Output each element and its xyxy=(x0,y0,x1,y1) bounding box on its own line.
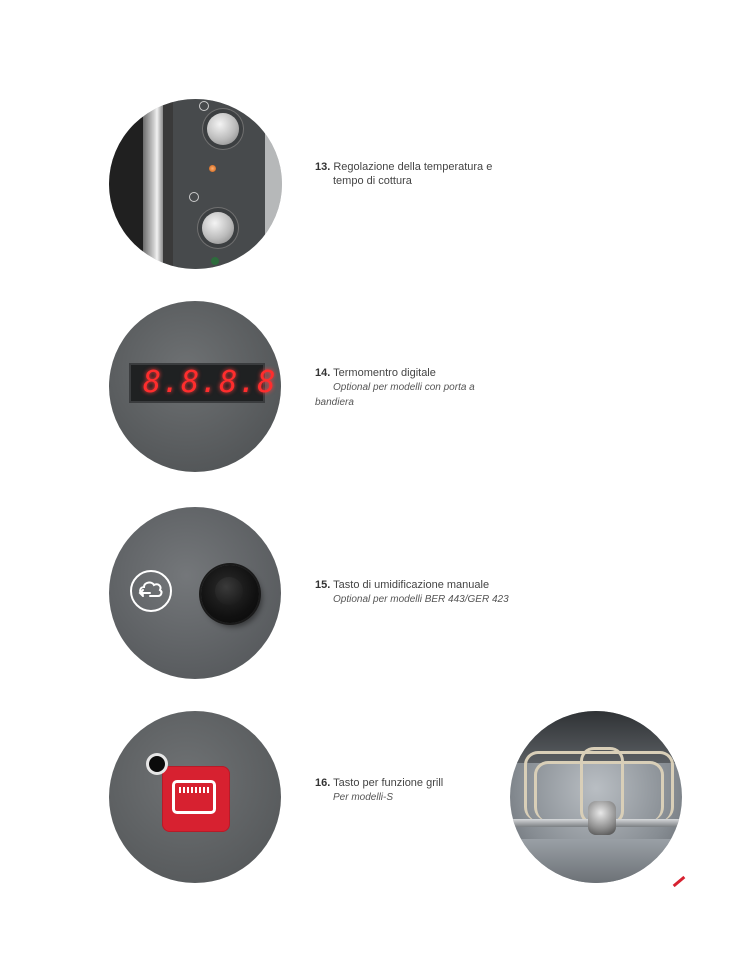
grill-element-photo xyxy=(510,711,682,883)
item-15-text xyxy=(315,578,509,607)
side-panel xyxy=(265,99,282,269)
led-indicator-icon xyxy=(149,756,165,772)
grill-symbol-icon xyxy=(162,766,230,832)
timer-knob-icon xyxy=(202,212,234,244)
item-16-title: Tasto per funzione grill xyxy=(333,777,444,789)
display-digits: 8.8.8.8 xyxy=(143,365,277,400)
item-14-subtitle-line2: bandiera xyxy=(315,397,354,408)
item-14-subtitle-line1: Optional per modelli con porta a xyxy=(333,382,475,393)
item-13-title-line2: tempo di cottura xyxy=(333,175,412,187)
frame-gap xyxy=(163,99,173,269)
oven-outline-icon xyxy=(172,780,216,814)
heating-element-icon xyxy=(179,787,209,793)
item-13-number: 13. xyxy=(315,161,331,173)
fan-hub-icon xyxy=(588,801,616,835)
item-16-number: 16. xyxy=(315,777,331,789)
item-16-subtitle: Per modelli-S xyxy=(333,792,394,803)
green-led-icon xyxy=(211,257,219,265)
item-13-title-line1: Regolazione della temperatura e xyxy=(333,161,493,173)
thermometer-symbol-icon xyxy=(199,101,209,111)
clock-symbol-icon xyxy=(189,192,199,202)
item-14-title: Termomentro digitale xyxy=(333,367,436,379)
item-15-number: 15. xyxy=(315,579,331,591)
indicator-lamp-icon xyxy=(209,165,216,172)
grill-button-photo xyxy=(109,711,281,883)
item-14-text xyxy=(315,366,475,410)
item-16-text xyxy=(315,776,443,805)
steam-symbol-icon xyxy=(129,569,173,613)
metal-frame xyxy=(143,99,163,269)
oven-door-edge xyxy=(109,99,143,269)
oven-floor xyxy=(510,839,682,883)
item-14-number: 14. xyxy=(315,367,331,379)
item-15-subtitle: Optional per modelli BER 443/GER 423 xyxy=(333,594,509,605)
push-button-icon xyxy=(201,565,259,623)
temperature-timer-panel-photo xyxy=(109,99,282,269)
digital-thermometer-photo xyxy=(109,301,281,472)
item-13-text xyxy=(315,160,492,188)
temperature-knob-icon xyxy=(207,113,239,145)
item-15-title: Tasto di umidificazione manuale xyxy=(333,579,490,591)
humidification-button-photo xyxy=(109,507,281,679)
